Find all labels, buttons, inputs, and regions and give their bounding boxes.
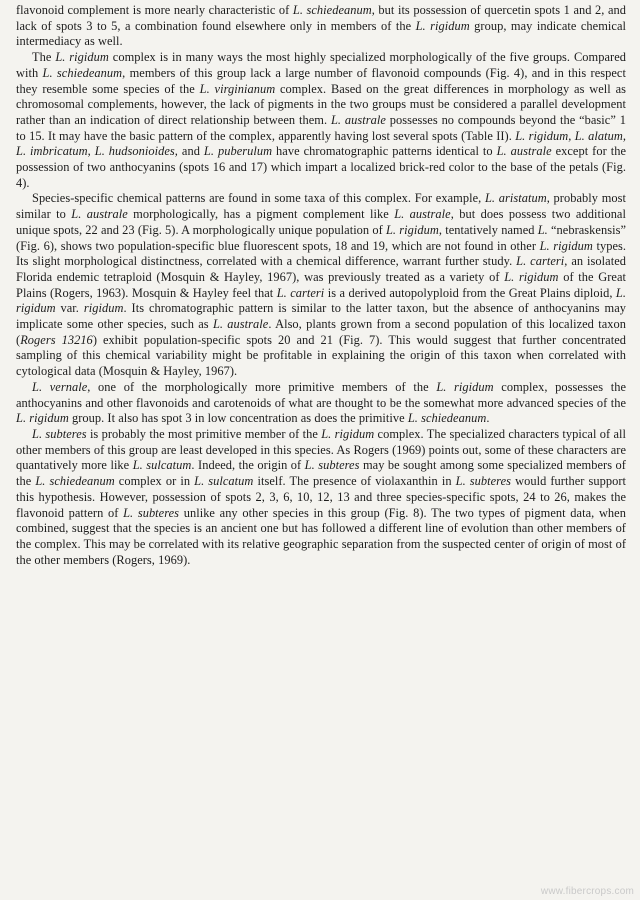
italic-taxon-text: L. australe — [394, 207, 451, 222]
italic-taxon-text: L. schiedeanum — [42, 65, 123, 80]
italic-taxon-text: L. rigidum — [16, 285, 627, 316]
text-run: complex, possesses the anthocyanins and other flavonoids and carotenoids of what are thought to be the somewhat more advanced species of the — [16, 379, 627, 410]
text-run: ) exhibit population-specific spots 20 and 21 (Fig. 7). This would suggest that further concentrated sampling of this chemical variability might be profitable in explaining the origin of this taxon when correlated with cytological data (Mosquin & Hayley, 1967). — [16, 332, 626, 379]
text-run: , an isolated Florida endemic tetraploid (Mosquin & Hayley, 1967), was previously treated as a variety of — [16, 254, 626, 284]
text-run: . — [486, 411, 490, 426]
italic-taxon-text: L. schiedeanum — [35, 474, 115, 489]
text-run: Species-specific chemical patterns are found in some taxa of this complex. For example, — [32, 191, 485, 206]
text-run: flavonoid complement is more nearly characteristic of — [16, 3, 293, 17]
italic-taxon-text: L. australe — [212, 317, 269, 332]
text-run: . Also, plants grown from a second population of this localized taxon ( — [16, 317, 626, 347]
italic-taxon-text: L. carteri — [276, 285, 325, 300]
italic-taxon-text: L. australe — [71, 207, 128, 222]
text-run: complex or in — [114, 474, 195, 489]
text-run: , tentatively named — [438, 222, 538, 237]
text-run: types. Its slight morphological distinctness, correlated with a chemical difference, warrant further study. — [16, 238, 627, 269]
italic-taxon-text: L. rigidum — [16, 411, 69, 426]
italic-taxon-text: L. sulcatum — [132, 458, 192, 473]
italic-taxon-text: Rogers 13216 — [20, 332, 93, 347]
italic-taxon-text: L. virginianum — [199, 81, 276, 96]
text-run: var. — [55, 301, 84, 316]
italic-taxon-text: L. vernale — [32, 379, 88, 394]
italic-taxon-text: L. rigidum — [55, 50, 109, 65]
text-run: possesses no compounds beyond the “basic” 1 to 15. It may have the basic pattern of the complex, apparently having lost several spots (Table II). — [16, 112, 626, 143]
paragraph — [16, 380, 626, 427]
text-run: is a derived autopolyploid from the Great Plains diploid, — [324, 285, 616, 300]
italic-taxon-text: L. — [537, 222, 548, 237]
text-run: , but its possession of quercetin spots 1 and 2, and lack of spots 3 to 5, a combination found elsewhere only in members of the — [16, 3, 627, 33]
text-run: may be sought among some specialized members of the — [16, 458, 626, 489]
italic-taxon-text: L. schiedeanum — [407, 411, 487, 426]
text-run: The — [32, 50, 56, 65]
text-run: group. It also has spot 3 in low concentration as does the primitive — [68, 411, 408, 426]
paragraph — [16, 3, 626, 50]
italic-taxon-text: L. aristatum — [484, 191, 547, 206]
text-run: unlike any other species in this group (Fig. 8). The two types of pigment data, when combined, suggest that the species is an ancient one but has followed a different line of evolution than other members of the complex. This may be correlated with its relative geographic separation from the suspected center of origin of most of the other members (Rogers, 1969). — [16, 505, 626, 567]
text-run: , but does possess two additional unique spots, 22 and 23 (Fig. 5). A morphologically unique population of — [16, 207, 626, 237]
text-run: . Indeed, the origin of — [191, 458, 305, 473]
italic-taxon-text: L. subteres — [304, 458, 360, 473]
text-run: except for the possession of two anthocyanins (spots 16 and 17) which impart a localized brick-red color to the base of the petals (Fig. 4). — [16, 144, 627, 190]
text-run: itself. The presence of violaxanthin in — [253, 474, 456, 489]
text-run: have chromatographic patterns identical to — [272, 144, 497, 159]
text-run: of the Great Plains (Rogers, 1963). Mosquin & Hayley feel that — [16, 269, 627, 300]
text-run: group, may indicate chemical intermediacy as well. — [16, 18, 626, 49]
italic-taxon-text: L. rigidum — [436, 379, 494, 394]
italic-taxon-text: L. rigidum — [385, 222, 439, 237]
italic-taxon-text: L. puberulum — [203, 144, 273, 159]
italic-taxon-text: L. subteres — [123, 505, 180, 520]
text-run: “nebraskensis” (Fig. 6), shows two population-specific blue fluorescent spots, 18 and 19, which are not found in other — [16, 222, 626, 253]
text-run: is probably the most primitive member of the — [86, 426, 322, 441]
document-body — [16, 3, 626, 568]
text-run: complex is in many ways the most highly specialized morphologically of the five groups. Compared with — [16, 50, 626, 80]
text-run: would further support this hypothesis. However, possession of spots 2, 3, 6, 10, 12, 13 and three species-specific spots, 24 to 26, makes the flavonoid pattern of — [16, 474, 626, 520]
text-run: complex. Based on the great differences in morphology as well as chromosomal complements, however, the lack of pigments in the two groups must be considered a parallel development rather than an indication of direct relationship between them. — [16, 81, 626, 127]
text-run: , members of this group lack a large number of flavonoid compounds (Fig. 4), and in this respect they resemble some species of the — [16, 65, 626, 96]
italic-taxon-text: L. carteri — [516, 254, 565, 269]
italic-taxon-text: L. australe — [330, 112, 386, 127]
italic-taxon-text: L. sulcatum — [194, 474, 254, 489]
italic-taxon-text: L. subteres — [455, 474, 512, 489]
italic-taxon-text: L. rigidum, L. alatum, L. imbricatum, L. hudsonioides, — [16, 128, 626, 159]
paragraph — [16, 191, 626, 379]
text-run: morphologically, has a pigment complement like — [127, 207, 395, 222]
italic-taxon-text: L. rigidum — [321, 426, 375, 441]
text-run: complex. The specialized characters typical of all other members of this group are least developed in this species. As Rogers (1969) points out, some of these characters are quantatively more like — [16, 426, 627, 473]
text-run: , probably most similar to — [16, 191, 626, 222]
paragraph — [16, 50, 626, 191]
text-run: , one of the morphologically more primitive members of the — [87, 379, 437, 394]
italic-taxon-text: L. rigidum — [415, 18, 470, 33]
italic-taxon-text: L. australe — [496, 144, 552, 159]
watermark: www.fibercrops.com — [540, 886, 634, 897]
text-run: and — [177, 144, 204, 159]
italic-taxon-text: L. schiedeanum — [292, 3, 372, 17]
italic-taxon-text: L. subteres — [32, 426, 87, 441]
italic-taxon-text: L. rigidum — [504, 269, 559, 284]
italic-taxon-text: rigidum — [83, 301, 124, 316]
italic-taxon-text: L. rigidum — [539, 238, 593, 253]
text-run: . Its chromatographic pattern is similar to the latter taxon, but the absence of anthocyanins may implicate some other species, such as — [16, 301, 626, 332]
paragraph — [16, 427, 626, 568]
